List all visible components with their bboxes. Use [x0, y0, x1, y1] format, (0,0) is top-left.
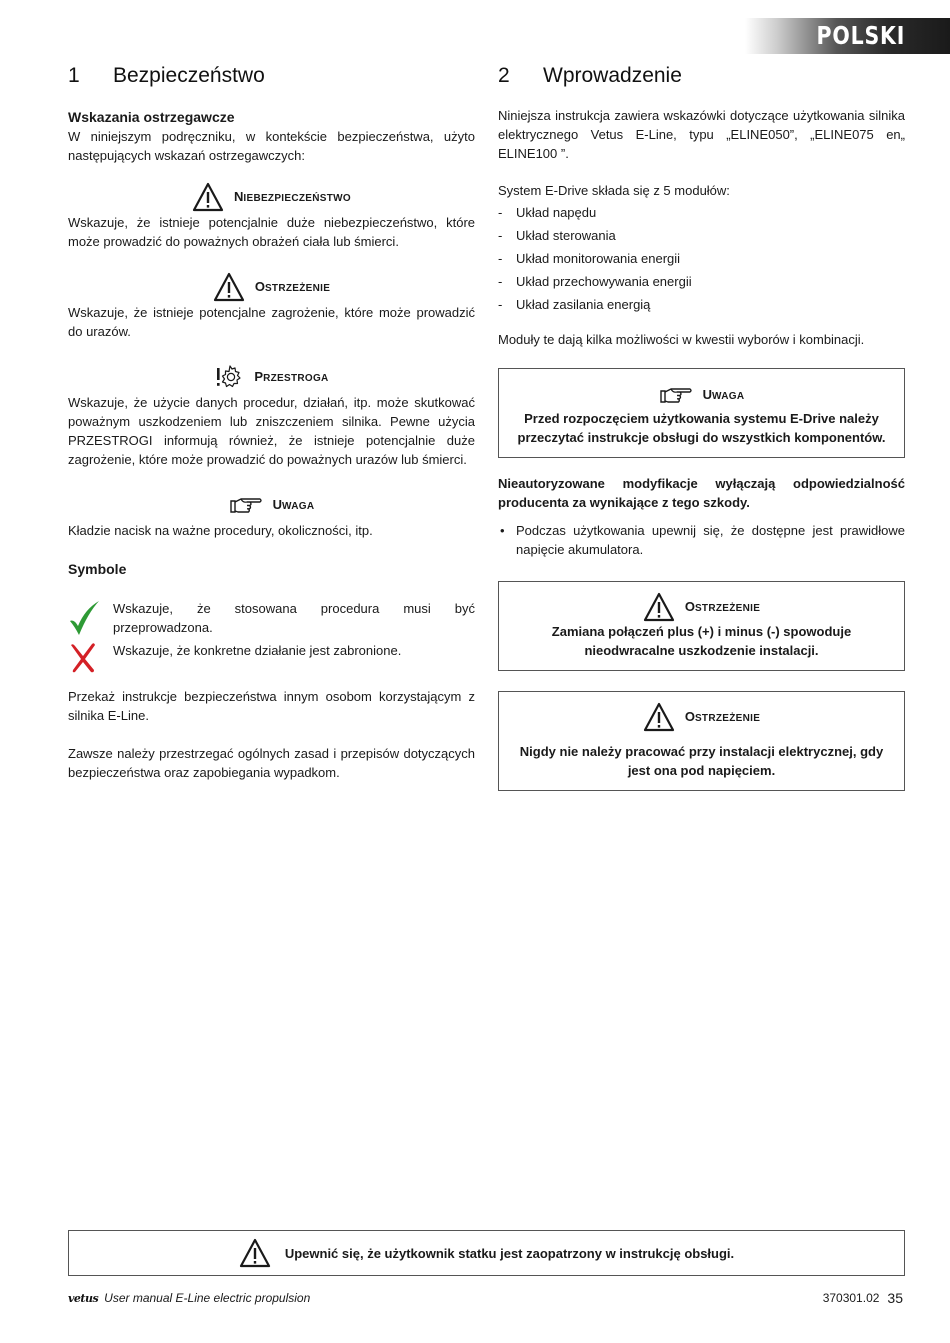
warning-triangle-icon	[213, 272, 245, 302]
unauthorized-modifications: Nieautoryzowane modyfikacje wyłączają odpowiedzialność producenta za wynikające z tego szkody.	[498, 476, 905, 510]
check-mark-icon	[68, 599, 102, 637]
intro-paragraph: Niniejsza instrukcja zawiera wskazówki dotyczące użytkowania silnika elektrycznego Vetus E-Line, typu „ELINE050”, „ELINE075 en„ ELINE100 ”.	[498, 108, 905, 161]
warning-label: OSTRZEŻENIE	[684, 708, 761, 724]
observe-regulations: Zawsze należy przestrzegać ogólnych zasad i przepisów dotyczących bezpieczeństwa oraz zapobiegania wypadkom.	[68, 746, 475, 780]
note-box-text: Przed rozpoczęciem użytkowania systemu E-Drive należy przeczytać instrukcje obsługi do wszystkich komponentów.	[517, 411, 886, 445]
language-label: POLSKI	[816, 21, 905, 50]
warning-box-text: Zamiana połączeń plus (+) i minus (-) spowoduje nieodwracalne uszkodzenie instalacji.	[551, 624, 852, 658]
notice-text: Upewnić się, że użytkownik statku jest zaopatrzony w instrukcję obsługi.	[284, 1245, 735, 1261]
warnings-intro: W niniejszym podręczniku, w kontekście bezpieczeństwa, użyto następujących wskazań ostrzegawczych:	[68, 129, 475, 163]
danger-description: Wskazuje, że istnieje potencjalnie duże niebezpieczeństwo, które może prowadzić do poważnych obrażeń ciała lub śmierci.	[68, 215, 475, 249]
caution-signal	[68, 361, 475, 393]
section-title: Bezpieczeństwo	[113, 64, 265, 87]
symbol-cross-row	[68, 641, 475, 679]
warning-description: Wskazuje, że istnieje potencjalne zagrożenie, które może prowadzić do urazów.	[68, 305, 475, 339]
symbols-heading: Symbole	[68, 561, 127, 577]
symbol-check-text: Wskazuje, że stosowana procedura musi być przeprowadzona.	[113, 601, 475, 635]
safety-heading	[68, 62, 475, 90]
pass-on-instructions: Przekaż instrukcje bezpieczeństwa innym osobom korzystającym z silnika E-Line.	[68, 689, 475, 723]
section-title: Wprowadzenie	[543, 64, 682, 87]
caution-gear-icon	[214, 362, 244, 392]
list-item: - Układ napędu	[498, 201, 905, 224]
note-box	[498, 368, 905, 458]
modules-intro: System E-Drive składa się z 5 modułów:	[498, 183, 730, 198]
caution-label: PRZESTROGA	[254, 368, 329, 384]
symbol-cross-text: Wskazuje, że konkretne działanie jest zabronione.	[113, 643, 402, 658]
warnings-heading: Wskazania ostrzegawcze	[68, 109, 235, 125]
danger-signal	[68, 181, 475, 213]
warning-triangle-icon	[192, 182, 224, 212]
warning-label: OSTRZEŻENIE	[254, 278, 331, 294]
warning-box-polarity	[498, 581, 905, 671]
language-tab	[745, 18, 950, 54]
owner-manual-notice	[68, 1230, 905, 1276]
list-item: - Układ monitorowania energii	[498, 247, 905, 270]
modules-list	[498, 201, 905, 316]
list-item: - Układ zasilania energią	[498, 293, 905, 316]
warning-triangle-icon	[239, 1238, 271, 1268]
warning-triangle-icon	[643, 702, 675, 732]
warning-signal	[68, 271, 475, 303]
modules-outro: Moduły te dają kilka możliwości w kwestii wyborów i kombinacji.	[498, 332, 865, 347]
voltage-bullet: • Podczas użytkowania upewnij się, że dostępne jest prawidłowe napięcie akumulatora.	[498, 521, 905, 559]
note-signal	[68, 489, 475, 521]
list-item: - Układ przechowywania energii	[498, 270, 905, 293]
document-code: 370301.02	[822, 1290, 880, 1305]
page-footer	[68, 1288, 903, 1308]
caution-description: Wskazuje, że użycie danych procedur, działań, itp. może skutkować poważnym uszkodzeniem lub zniszczeniem silnika. Pewne użycia PRZESTROGI informują również, że istnieje potencjalnie duże zagrożenie, które może prowadzić do poważnych urazów lub śmierci.	[68, 395, 475, 467]
manual-title: User manual E-Line electric propulsion	[104, 1290, 311, 1305]
warning-box-live-power	[498, 691, 905, 791]
danger-label: NIEBEZPIECZEŃSTWO	[234, 188, 351, 204]
safety-column	[68, 62, 475, 782]
vetus-logo: vetus	[68, 1291, 99, 1305]
list-item: - Układ sterowania	[498, 224, 905, 247]
note-description: Kładzie nacisk na ważne procedury, okoliczności, itp.	[68, 523, 373, 538]
note-label: UWAGA	[272, 496, 315, 512]
page-number: 35	[887, 1289, 903, 1306]
section-number: 2	[498, 64, 510, 87]
symbol-check-row	[68, 599, 475, 637]
section-number: 1	[68, 64, 80, 87]
warning-label: OSTRZEŻENIE	[684, 598, 761, 614]
introduction-heading	[498, 62, 905, 90]
introduction-column	[498, 62, 905, 791]
warning-box-text: Nigdy nie należy pracować przy instalacji elektrycznej, gdy jest ona pod napięciem.	[519, 744, 884, 778]
cross-mark-icon	[68, 641, 98, 675]
warning-triangle-icon	[643, 592, 675, 622]
pointing-hand-icon	[659, 385, 693, 405]
note-box-label: UWAGA	[702, 386, 745, 402]
pointing-hand-icon	[229, 495, 263, 515]
